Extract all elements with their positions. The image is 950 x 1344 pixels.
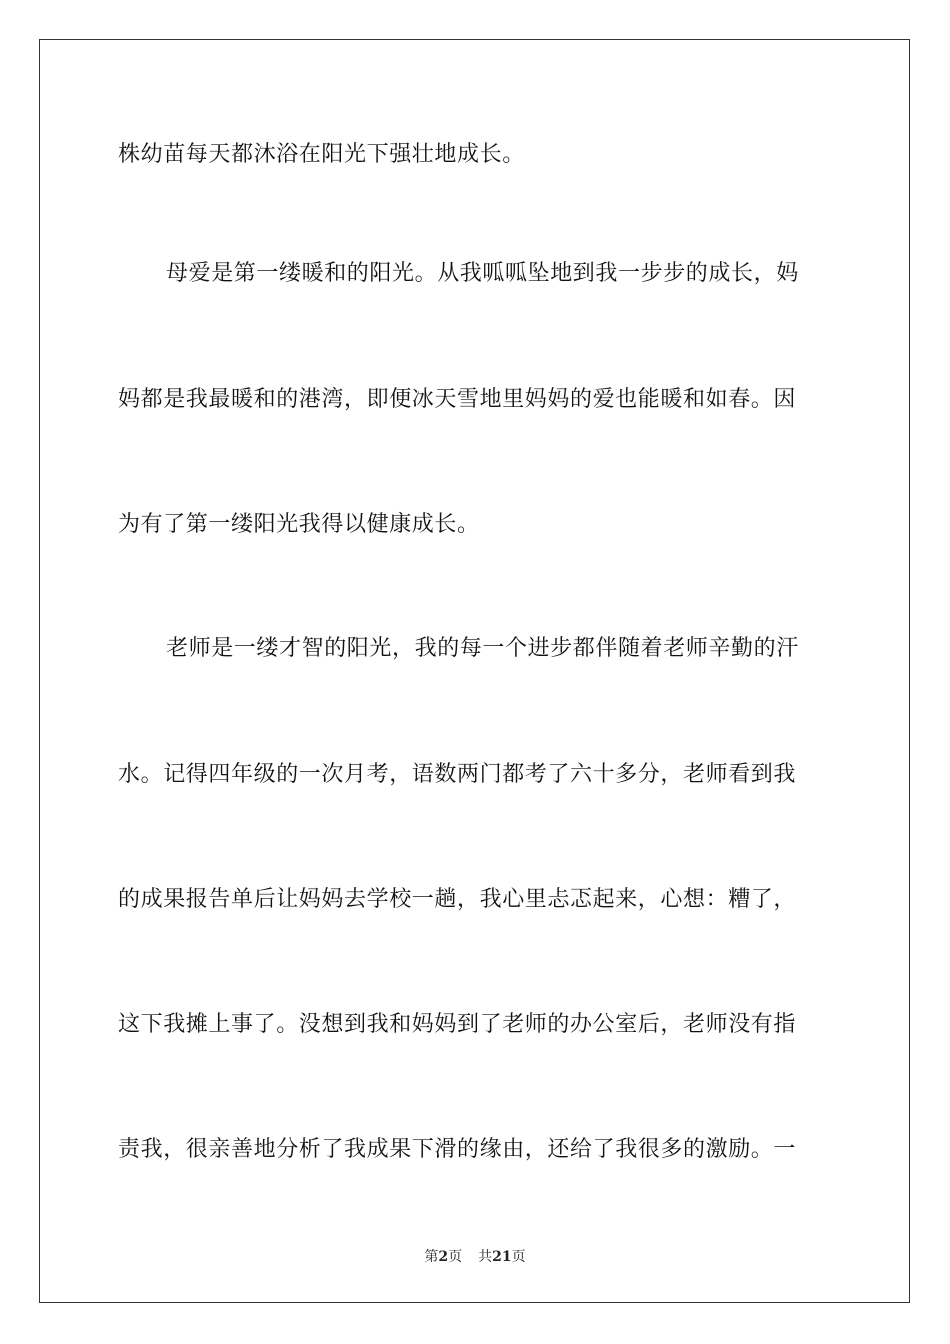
footer-page-suffix: 页 [448, 1249, 463, 1265]
footer-total-suffix: 页 [511, 1249, 526, 1265]
page-footer [0, 1247, 950, 1267]
footer-page-prefix: 第 [424, 1249, 439, 1265]
body-line-5: 老师是一缕才智的阳光，我的每一个进步都伴随着老师辛勤的汗 [166, 636, 799, 661]
body-line-3: 妈都是我最暖和的港湾，即便冰天雪地里妈妈的爱也能暖和如春。因 [118, 387, 797, 412]
page-border [39, 39, 910, 1303]
footer-page-number: 2 [438, 1249, 449, 1265]
body-line-2: 母爱是第一缕暖和的阳光。从我呱呱坠地到我一步步的成长，妈 [166, 261, 799, 286]
body-line-8: 这下我摊上事了。没想到我和妈妈到了老师的办公室后，老师没有指 [118, 1012, 797, 1037]
body-line-7: 的成果报告单后让妈妈去学校一趟，我心里忐忑起来，心想：糟了， [118, 887, 797, 912]
body-line-6: 水。记得四年级的一次月考，语数两门都考了六十多分，老师看到我 [118, 762, 797, 787]
body-line-4: 为有了第一缕阳光我得以健康成长。 [118, 512, 480, 537]
footer-total-pages: 21 [492, 1249, 512, 1265]
footer-total-prefix: 共 [478, 1249, 493, 1265]
body-line-1: 株幼苗每天都沐浴在阳光下强壮地成长。 [118, 142, 525, 167]
body-line-9: 责我，很亲善地分析了我成果下滑的缘由，还给了我很多的激励。一 [118, 1137, 797, 1162]
